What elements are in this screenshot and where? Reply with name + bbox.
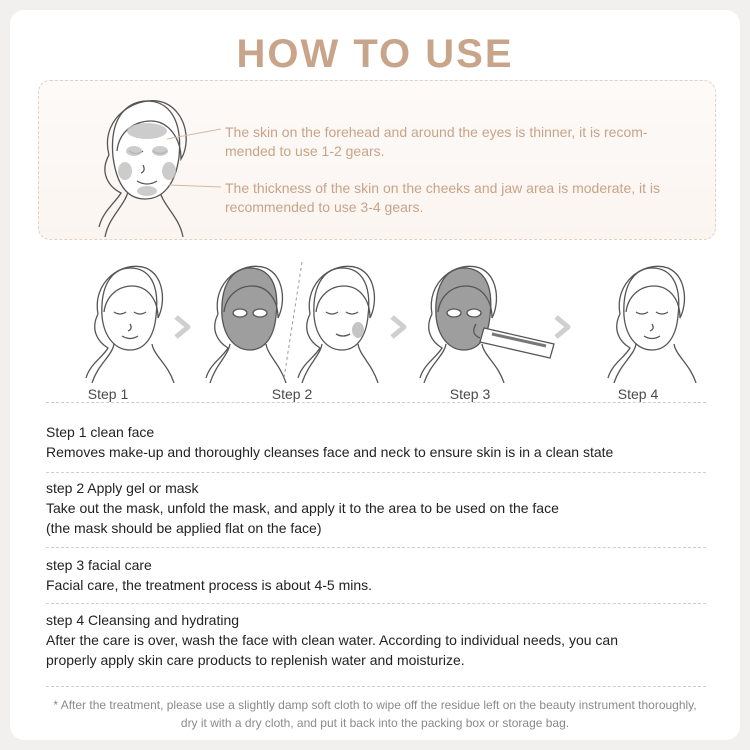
instruction-heading: step 3 facial care — [46, 557, 152, 573]
chevron-right-icon — [170, 314, 196, 340]
instruction-body: Take out the mask, unfold the mask, and apply it to the area to be used on the face (the mask should be applied flat on the face) — [46, 500, 559, 536]
step-3-device-face-icon — [410, 258, 560, 383]
cheeks-jaw-note: The thickness of the skin on the cheeks and jaw area is moderate, it is recommended to use 3-4 gears. — [225, 180, 661, 215]
instruction-heading: Step 1 clean face — [46, 424, 155, 440]
divider — [46, 603, 706, 604]
divider — [46, 472, 706, 473]
step-4-face-icon — [590, 258, 710, 383]
instruction-body: Removes make-up and thoroughly cleanses face and neck to ensure skin is in a clean state — [46, 444, 614, 460]
instruction-card — [10, 10, 740, 740]
divider — [46, 547, 706, 548]
instruction-body: Facial care, the treatment process is about 4-5 mins. — [46, 577, 373, 593]
page-title: HOW TO USE — [236, 32, 514, 76]
step-2-zone-face-icon — [292, 258, 392, 383]
instruction-step-1 — [46, 422, 706, 462]
intro-panel — [38, 80, 716, 240]
zone-leader-lines — [39, 81, 239, 239]
step-1-label: Step 1 — [87, 386, 129, 402]
step-4-label: Step 4 — [617, 386, 659, 402]
step-3-label: Step 3 — [449, 386, 491, 402]
instruction-step-2 — [46, 478, 706, 538]
aftercare-note: * After the treatment, please use a slightly damp soft cloth to wipe off the residue left on the beauty instrument thoroughly, dry it with a dry cloth, and put it back into the packing box or storage bag. — [53, 698, 697, 730]
instruction-heading: step 4 Cleansing and hydrating — [46, 612, 240, 628]
step-2-label: Step 2 — [271, 386, 313, 402]
forehead-eyes-note: The skin on the forehead and around the eyes is thinner, it is recom-mended to use 1-2 gears. — [225, 124, 648, 159]
divider — [46, 402, 706, 403]
instruction-step-4 — [46, 610, 706, 670]
instruction-body: After the care is over, wash the face with clean water. According to individual needs, you can properly apply skin care products to replenish water and moisturize. — [46, 632, 618, 668]
chevron-right-icon — [550, 314, 576, 340]
chevron-right-icon — [386, 314, 412, 340]
divider — [46, 686, 706, 687]
instruction-step-3 — [46, 555, 706, 595]
steps-illustration-row — [10, 258, 740, 403]
instruction-heading: step 2 Apply gel or mask — [46, 480, 199, 496]
